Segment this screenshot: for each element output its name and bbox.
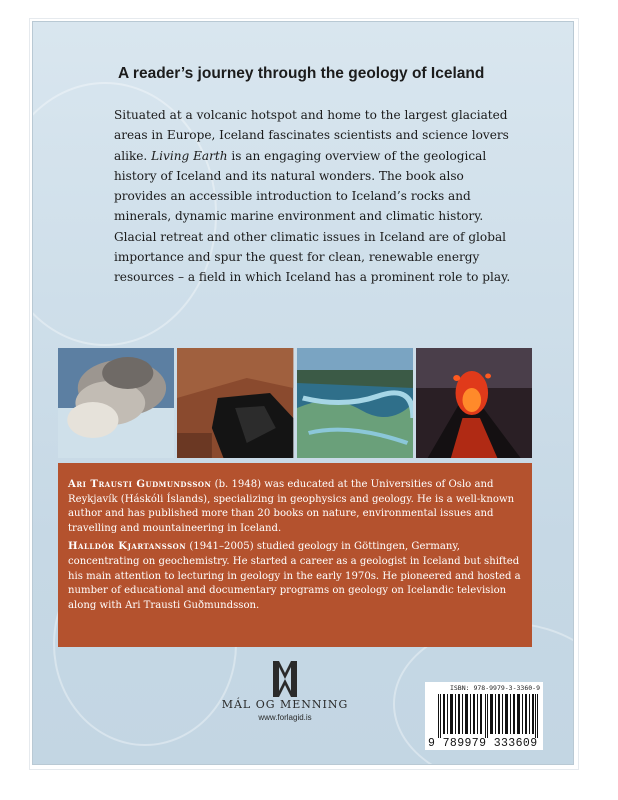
- author-bio-text: (1941–2005) studied geology in Göttingen, Germany, concentrating on geochemistry. He started a career as a geologist in Iceland but shifted his main attention to lecturing in geology in the early 1970s. He pioneered and hosted a number of educational and documentary programs on geology on Icelandic television along with Ari Trausti Guðmundsson.: [68, 541, 521, 611]
- author-name: Halldór Kjartansson: [68, 541, 187, 553]
- author-name: Ari Trausti Gudmundsson: [68, 479, 212, 490]
- book-title: Living Earth: [151, 148, 228, 163]
- publisher-website: www.forlagid.is: [258, 713, 312, 722]
- author-bio: [68, 478, 528, 536]
- barcode-icon: [438, 694, 538, 738]
- publisher-logo-icon: [270, 659, 300, 699]
- photo-strip: [58, 348, 532, 458]
- photo-eruption-plume: [58, 348, 174, 458]
- photo-river-delta: [297, 348, 413, 458]
- photo-volcanic-rock: [177, 348, 293, 458]
- blurb: [114, 105, 514, 288]
- publisher-name: MÁL OG MENNING: [221, 698, 349, 711]
- blurb-part-1: Situated at a volcanic hotspot and home to the largest glaciated areas in Europe, Iceland fascinates scientists and science lovers alike.: [114, 108, 509, 163]
- blurb-part-2: is an engaging overview of the geological history of Iceland and its natural wonders. The book also provides an accessible introduction to Iceland’s rocks and minerals, dynamic marine environment and climatic history. Glacial retreat and other climatic issues in Iceland are of global importance and spur the quest for clean, renewable energy resources – a field in which Iceland has a prominent role to play.: [114, 148, 511, 285]
- photo-lava-fountain: [416, 348, 532, 458]
- barcode-number: 9 789979 333609: [428, 737, 538, 750]
- author-bio: [68, 540, 528, 613]
- author-bios: [68, 478, 528, 617]
- cover-heading: A reader’s journey through the geology of Iceland: [118, 65, 485, 82]
- author-bio-text: (b. 1948) was educated at the Universities of Oslo and Reykjavík (Háskóli Íslands), specializing in geophysics and geology. He is a well-known author and has published more than 20 books on nature, environmental issues and travelling and mountaineering in Iceland.: [68, 479, 515, 534]
- blurb-paragraph: [114, 105, 514, 288]
- isbn-label: ISBN: 978-9979-3-3360-9: [449, 684, 540, 692]
